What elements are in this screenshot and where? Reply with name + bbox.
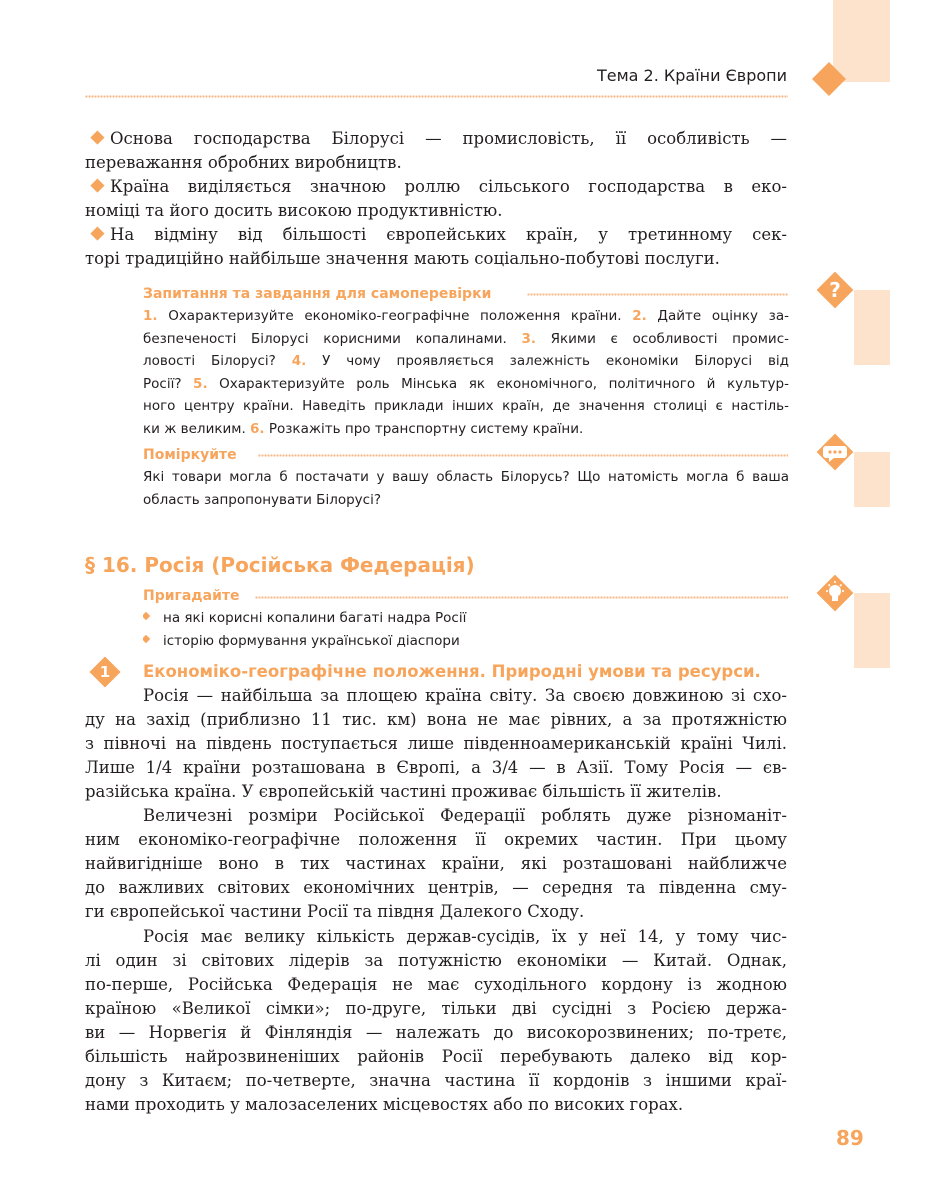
body-line: нами проходить у малозаселених місцевостях або по високих горах. [85, 1094, 684, 1114]
intro-line [85, 127, 787, 151]
recall-title: Пригадайте [143, 588, 240, 604]
body-line: країною «Великої сімки»; по-друге, тільки дві сусідні з Росією держа- [85, 998, 787, 1018]
body-line: лі один зі світових лідерів за потужністю економіки — Китай. Однак, [85, 950, 787, 970]
body-line: ду на захід (приблизно 11 тис. км) вона не має рівних, а за протяжністю [85, 710, 787, 730]
body-line: по-перше, Російська Федерація не має суходільного кордону із жодною [85, 974, 787, 994]
question-number: 4. [291, 353, 307, 369]
question-text: Розкажіть про транспортну систему країни. [264, 420, 584, 437]
intro-text: Основа господарства Білорусі — промисловість, її особливість — [110, 129, 787, 148]
header-tab [833, 0, 890, 82]
intro-text: торі традиційно найбільше значення мають соціально-побутові послуги. [85, 249, 720, 268]
question-number: 1. [143, 308, 158, 324]
question-text: Росії? [143, 375, 194, 392]
intro-line [85, 175, 787, 199]
recall-item-text: на які корисні копалини багаті надра Росії [163, 610, 467, 626]
body-line: разійська країна. У європейській частині проживає більшість її жителів. [85, 782, 722, 802]
think-line: Які товари могла б постачати у вашу область Білорусь? Що натомість могла б ваша [143, 469, 789, 485]
body-line: більшість найрозвиненіших районів Росії перебувають далеко від кор- [85, 1046, 787, 1066]
questions-title: Запитання та завдання для самоперевірки [143, 286, 492, 302]
question-text: ловості Білорусі? [143, 353, 292, 369]
body-line: ги європейської частини Росії та півдня Далекого Сходу. [85, 902, 585, 922]
page-number: 89 [836, 1126, 864, 1150]
question-text: Дайте оцінку за- [646, 308, 789, 324]
bullet-diamond-icon [90, 227, 104, 241]
question-icon [815, 270, 855, 310]
svg-text:?: ? [829, 278, 841, 302]
intro-line [85, 223, 787, 247]
recall-item [143, 607, 789, 630]
recall-item-text: історію формування української діаспори [163, 632, 460, 649]
question-line [143, 305, 789, 328]
page-header-title: Тема 2. Країни Європи [596, 66, 787, 85]
question-line [143, 418, 789, 441]
body-line: Величезні розміри Російської Федерації роблять дуже різноманіт- [143, 806, 787, 826]
body-line: ви — Норвегія й Фінляндія — належать до високорозвинених; по-третє, [85, 1022, 787, 1042]
bullet-diamond-icon [90, 179, 104, 193]
question-text: Охарактеризуйте роль Мінська як економічного, політичного й культур- [207, 375, 789, 392]
question-line [143, 373, 789, 396]
question-text: У чому проявляється залежність економіки Білорусі від [306, 353, 789, 369]
body-line: з півночі на південь поступається лише південноамериканській країні Чилі. [85, 734, 787, 754]
bullet-diamond-icon [90, 131, 104, 145]
body-line: найвигідніше воно в тих частинах країни, які розташовані найближче [85, 854, 787, 874]
intro-line [85, 151, 787, 175]
subsection-title: Економіко-географічне положення. Природні умови та ресурси. [143, 662, 761, 681]
question-number: 5. [193, 375, 208, 392]
header-rule [85, 94, 788, 99]
questions-tab [854, 290, 890, 365]
questions-title-rule [527, 292, 788, 297]
question-text: ного центру країни. Наведіть приклади інших країн, де значення столиці є настіль- [143, 398, 789, 414]
think-title-rule [258, 453, 788, 458]
question-text: Охарактеризуйте економіко-географічне положення країни. [157, 308, 633, 324]
speech-bubble-icon [815, 432, 855, 472]
recall-item [143, 630, 789, 653]
think-tab [854, 452, 890, 507]
subsection-number: 1 [99, 663, 111, 681]
subsection-number-badge [90, 657, 120, 687]
think-line: область запропонувати Білорусі? [143, 491, 381, 508]
body-line: дону з Китаєм; по-четверте, значна частина її кордонів з іншими краї- [85, 1070, 787, 1090]
section-title: § 16. Росія (Російська Федерація) [85, 553, 475, 577]
lightbulb-icon [815, 573, 855, 613]
question-line [143, 395, 789, 418]
question-text: безпеченості Білорусі корисними копалинами. [143, 330, 522, 347]
recall-tab [854, 593, 890, 668]
question-text: ки ж великим. [143, 420, 251, 437]
recall-title-rule [255, 595, 788, 600]
intro-line [85, 247, 787, 271]
body-line: Росія — найбільша за площею країна світу. За своєю довжиною зі схо- [143, 686, 787, 705]
intro-text: Країна виділяється значною роллю сільського господарства в еко- [110, 177, 787, 196]
body-line: Росія має велику кількість держав-сусідів, їх у неї 14, у тому чис- [143, 926, 787, 946]
body-line: Лише 1/4 країни розташована в Європі, а 3/4 — в Азії. Тому Росія — єв- [85, 758, 787, 778]
bullet-diamond-icon [143, 634, 150, 642]
question-line [143, 350, 789, 373]
question-number: 6. [250, 420, 265, 437]
question-number: 3. [521, 330, 536, 347]
bullet-diamond-icon [143, 612, 150, 620]
intro-text: На відміну від більшості європейських країн, у третинному сек- [110, 225, 787, 244]
intro-text: переважання обробних виробництв. [85, 153, 402, 172]
question-line [143, 328, 789, 351]
intro-text: номіці та його досить високою продуктивністю. [85, 201, 503, 220]
think-title: Поміркуйте [143, 447, 237, 463]
question-number: 2. [632, 308, 647, 324]
question-text: Якими є особливості промис- [536, 330, 789, 347]
intro-line [85, 199, 787, 223]
body-line: до важливих світових економічних центрів, — середня та південна сму- [85, 878, 787, 898]
body-line: ним економіко-географічне положення її окремих частин. При цьому [85, 830, 787, 850]
